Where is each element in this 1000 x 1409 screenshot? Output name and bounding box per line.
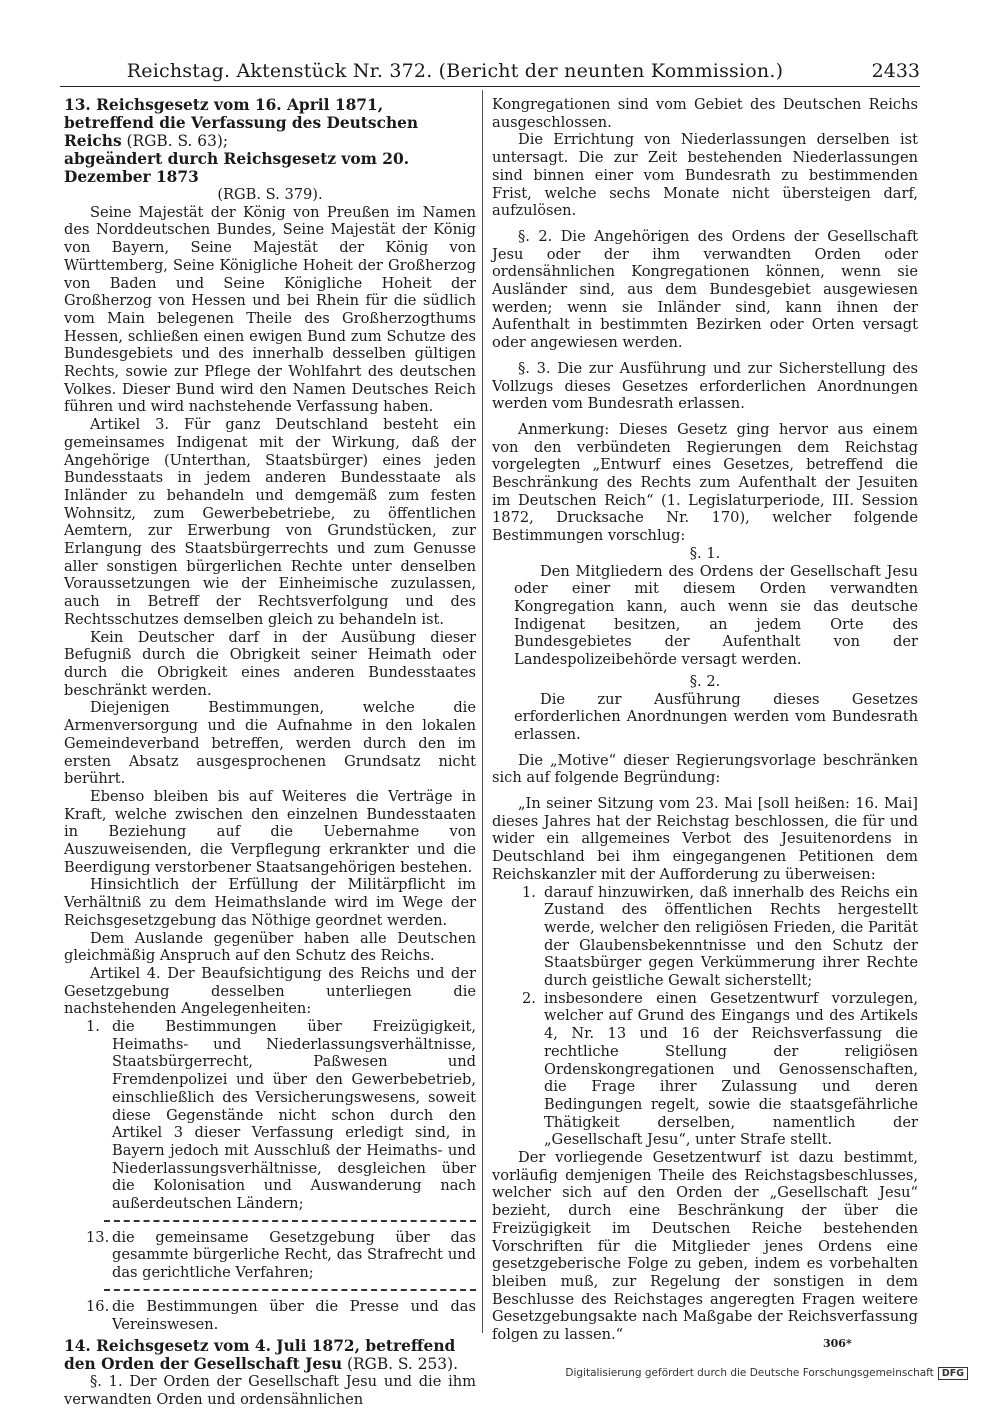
list-item-number: 1. bbox=[522, 883, 536, 901]
list-item bbox=[64, 1229, 476, 1282]
draft-section-2 bbox=[492, 691, 918, 744]
paragraph-1: §. 1. Der Orden der Gesellschaft Jesu und die ihm verwandten Orden und ordensähnlichen bbox=[64, 1373, 476, 1408]
auslande-paragraph: Dem Auslande gegenüber haben alle Deutschen gleichmäßig Anspruch auf den Schutz des Reichs. bbox=[64, 929, 476, 965]
omission-dashes bbox=[104, 1289, 476, 1291]
motive-paragraph: Die „Motive“ dieser Regierungsvorlage beschränken sich auf folgende Begründung: bbox=[492, 751, 918, 787]
list-item-text: die gemeinsame Gesetzgebung über das gesammte bürgerliche Recht, das Strafrecht und das gerichtliche Verfahren; bbox=[112, 1228, 476, 1282]
right-column bbox=[492, 96, 918, 1344]
draft-section-2-text: Die zur Ausführung dieses Gesetzes erforderlichen Anordnungen werden vom Bundesrath erlassen. bbox=[514, 690, 918, 743]
diejenigen-paragraph: Diejenigen Bestimmungen, welche die Armenversorgung und die Aufnahme in den lokalen Gemeindeverband betreffen, werden durch den im ersten Absatz ausgesprochenen Grundsatz nicht berührt. bbox=[64, 699, 476, 788]
list-item bbox=[514, 884, 918, 990]
spacer bbox=[492, 220, 918, 228]
signature-mark: 306* bbox=[823, 1337, 852, 1350]
continuation-paragraph: Kongregationen sind vom Gebiet des Deutschen Reichs ausgeschlossen. bbox=[492, 96, 918, 131]
kein-deutscher-paragraph: Kein Deutscher darf in der Ausübung dieser Befugniß durch die Obrigkeit seiner Heimath oder durch die Obrigkeit eines anderen Bundesstaates beschränkt werden. bbox=[64, 628, 476, 699]
draft-section-1-heading: §. 1. bbox=[689, 544, 721, 562]
spacer bbox=[492, 352, 918, 360]
errichtung-paragraph: Die Errichtung von Niederlassungen derselben ist untersagt. Die zur Zeit bestehenden Niederlassungen sind binnen einer vom Bundesrath zu bestimmenden Frist, welche sechs Monate nicht übersteigen darf, aufzulösen. bbox=[492, 131, 918, 220]
hinsichtlich-paragraph: Hinsichtlich der Erfüllung der Militärpflicht im Verhältniß zu dem Heimathslande wird im Wege der Reichsgesetzgebung das Nöthige geordnet werden. bbox=[64, 876, 476, 929]
list-item-number: 2. bbox=[522, 989, 536, 1007]
final-paragraph: Der vorliegende Gesetzentwurf ist dazu bestimmt, vorläufig demjenigen Theile des Reichstagsbeschlusses, welcher sich auf den Orden der „Gesellschaft Jesu“ bezieht, durch eine Beschränkung der über die Freizügigkeit im Deutschen Reiche bestehenden Vorschriften für die Mitglieder jenes Ordens eine gesetzgeberische Folge zu geben, indem es vorbehalten bleiben muß, zur Regelung der sonstigen in dem Beschlusse des Reichstages angeregten Fragen weitere Gesetzgebungsakte nach Maßgabe der Reichsverfassung folgen zu lassen.“ bbox=[492, 1149, 918, 1344]
quote-list bbox=[492, 884, 918, 1150]
section-14-heading bbox=[64, 1337, 476, 1373]
list-item-text: die Bestimmungen über Freizügigkeit, Heimaths- und Niederlassungsverhältnisse, Staatsbürgerrecht, Paßwesen und Fremdenpolizei und über den Gewerbebetrieb, einschließlich des Versicherungswesens, soweit diese Gegenstände nicht schon durch den Artikel 3 dieser Verfassung erledigt sind, in Bayern jedoch mit Ausschluß der Heimaths- und Niederlassungsverhältnisse, desgleichen über die Kolonisation und Auswanderung nach außerdeutschen Ländern; bbox=[112, 1018, 476, 1213]
preamble-paragraph: Seine Majestät der König von Preußen im Namen des Norddeutschen Bundes, Seine Majestät der König von Bayern, Seine Majestät der König von Württemberg, Seine Königliche Hoheit der Großherzog von Baden und Seine Königliche Hoheit der Großherzog von Hessen und bei Rhein für die südlich vom Main belegenen Theile des Großherzogthums Hessen, schließen einen ewigen Bund zum Schutze des Bundesgebiets und des innerhalb desselben gültigen Rechts, sowie zur Pflege der Wohlfahrt des deutschen Volkes. Dieser Bund wird den Namen Deutsches Reich führen und wird nachstehende Verfassung haben. bbox=[64, 203, 476, 416]
spacer bbox=[492, 744, 918, 752]
dfg-logo-icon: DFG bbox=[938, 1367, 968, 1380]
footer-credit bbox=[565, 1367, 968, 1380]
section-14-ref: (RGB. S. 253). bbox=[342, 1355, 458, 1374]
list-item bbox=[64, 1018, 476, 1213]
section-13-heading bbox=[64, 96, 476, 150]
section-13-amendment: abgeändert durch Reichsgesetz vom 20. Dezember 1873 bbox=[64, 150, 410, 186]
list-item-number: 1. bbox=[86, 1018, 100, 1036]
list-item-text: darauf hinzuwirken, daß innerhalb des Reichs ein Zustand des öffentlichen Rechts hergestellt werde, welcher den religiösen Frieden, die Parität der Glaubensbekenntnisse und den Schutz der Staatsbürger gegen Verkümmerung ihrer Rechte durch geistliche Gewalt sicherstellt; bbox=[544, 883, 918, 990]
article-3-paragraph: Artikel 3. Für ganz Deutschland besteht ein gemeinsames Indigenat mit der Wirkung, daß der Angehörige (Unterthan, Staatsbürger) eines jeden Bundesstaats in jedem anderen Bundesstaate als Inländer zu behandeln und demgemäß zum festen Wohnsitz, zum Gewerbebetriebe, zu öffentlichen Aemtern, zur Erwerbung von Grundstücken, zur Erlangung des Staatsbürgerrechts und zum Genusse aller sonstigen bürgerlichen Rechte unter denselben Voraussetzungen wie der Einheimische zuzulassen, auch in Betreff der Rechtsverfolgung und des Rechtsschutzes demselben gleich zu behandeln ist. bbox=[64, 416, 476, 628]
ebenso-paragraph: Ebenso bleiben bis auf Weiteres die Verträge in Kraft, welche zwischen den einzelnen Bundesstaaten in Beziehung auf die Uebernahme von Auszuweisenden, die Verpflegung erkrankter und die Beerdigung verstorbener Staatsangehörigen bestehen. bbox=[64, 787, 476, 876]
section-13-amendment-ref: (RGB. S. 379). bbox=[217, 186, 323, 203]
left-column bbox=[64, 96, 476, 1409]
section-13-ref: (RGB. S. 63); bbox=[121, 132, 229, 150]
list-item bbox=[64, 1298, 476, 1333]
quote-paragraph: „In seiner Sitzung vom 23. Mai [soll heißen: 16. Mai] dieses Jahres hat der Reichstag beschlossen, die für und wider ein allgemeines Verbot des Jesuitenordens in Deutschland bei ihm eingegangenen Petitionen dem Reichskanzler mit der Aufforderung zu überweisen: bbox=[492, 795, 918, 883]
article-4-paragraph: Artikel 4. Der Beaufsichtigung des Reichs und der Gesetzgebung desselben unterliegen die nachstehenden Angelegenheiten: bbox=[64, 964, 476, 1018]
paragraph-3: §. 3. Die zur Ausführung und zur Sicherstellung des Vollzugs dieses Gesetzes erforderlichen Anordnungen werden vom Bundesrath erlassen. bbox=[492, 359, 918, 413]
paragraph-2: §. 2. Die Angehörigen des Ordens der Gesellschaft Jesu oder der ihm verwandten Orden oder ordensähnlichen Kongregationen können, wenn sie Ausländer sind, aus dem Bundesgebiet ausgewiesen werden; wenn sie Inländer sind, kann ihnen der Aufenthalt in bestimmten Bezirken oder Orten versagt oder angewiesen werden. bbox=[492, 227, 918, 352]
running-title: Reichstag. Aktenstück Nr. 372. (Bericht der neunten Kommission.) bbox=[126, 60, 784, 82]
spacer bbox=[492, 787, 918, 795]
list-item-text: die Bestimmungen über die Presse und das Vereinswesen. bbox=[112, 1297, 476, 1333]
list-item-number: 13. bbox=[86, 1228, 110, 1246]
list-item-text: insbesondere einen Gesetzentwurf vorzulegen, welcher auf Grund des Eingangs und des Artikels 4, Nr. 13 und 16 der Reichsverfassung die rechtliche Stellung der religiösen Ordenskongregationen und Genossenschaften, die Frage ihrer Zulassung und deren Bedingungen regelt, sowie die staatsgefährliche Thätigkeit derselben, namentlich der „Gesellschaft Jesu“, unter Strafe stellt. bbox=[544, 989, 918, 1149]
section-14-title: 14. Reichsgesetz vom 4. Juli 1872, betreffend den Orden der Gesellschaft Jesu bbox=[64, 1337, 456, 1374]
section-13-title: 13. Reichsgesetz vom 16. April 1871, betreffend die Verfassung des Deutschen Reichs bbox=[64, 96, 419, 150]
omission-dashes bbox=[104, 1220, 476, 1222]
footer-text: Digitalisierung gefördert durch die Deutsche Forschungsgemeinschaft bbox=[565, 1367, 934, 1379]
draft-section-1-text: Den Mitgliedern des Ordens der Gesellschaft Jesu oder einer mit diesem Orden verwandten Kongregation kann, auch wenn sie das deutsche Indigenat besitzen, an jedem Orte des Bundesgebietes der Aufenthalt von der Landespolizeibehörde versagt werden. bbox=[514, 562, 918, 669]
list-item bbox=[514, 990, 918, 1149]
list-item-number: 16. bbox=[86, 1297, 110, 1315]
column-divider bbox=[482, 90, 483, 1333]
page-header bbox=[60, 58, 920, 87]
draft-section-2-heading: §. 2. bbox=[689, 672, 721, 690]
anmerkung-paragraph: Anmerkung: Dieses Gesetz ging hervor aus einem von den verbündeten Regierungen dem Reichstag vorgelegten „Entwurf eines Gesetzes, betreffend die Beschränkung des Rechts zum Aufenthalt der Jesuiten im Deutschen Reich“ (1. Legislaturperiode, III. Session 1872, Drucksache Nr. 170), welcher folgende Bestimmungen vorschlug: bbox=[492, 420, 918, 545]
spacer bbox=[492, 413, 918, 421]
page-number: 2433 bbox=[871, 60, 920, 82]
draft-section-1 bbox=[492, 563, 918, 669]
